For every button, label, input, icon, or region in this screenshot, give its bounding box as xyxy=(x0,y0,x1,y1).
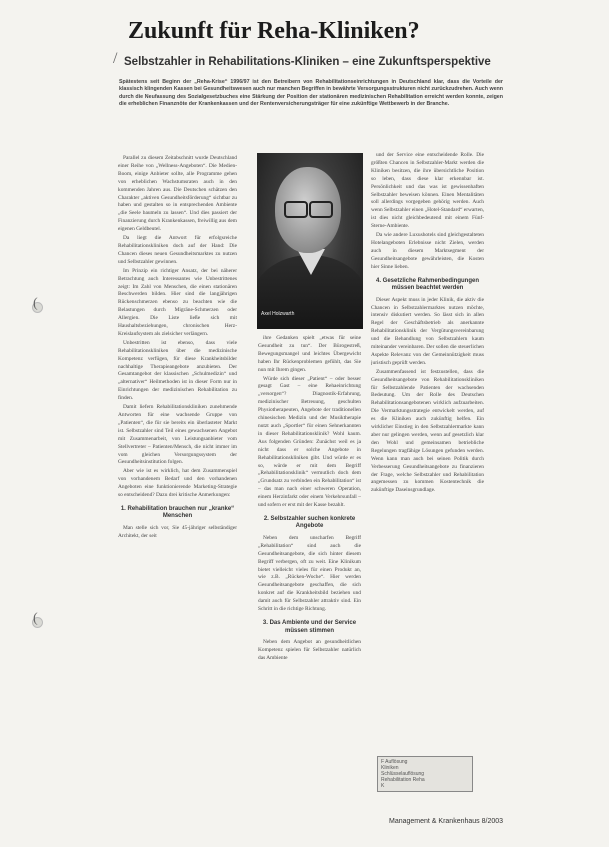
article-subtitle: Selbstzahler in Rehabilitations-Kliniken – eine Zukunftsperspektive xyxy=(124,56,491,68)
article-intro: Spätestens seit Beginn der „Reha-Krise“ 1996/97 ist den Betreibern von Rehabilitationseinrichtungen in Deutschland klar, dass die Vorteile der klassisch klingenden Kassen bei Gesundheitswesen auch nur manchen Begriffen in bewährte Versorgungsstrukturen nicht zurückzudrehen. Auch wenn durch die Neufassung des Sozialgesetzbuches eine Stärkung der Position der stationären medizinischen Rehabilitation erreicht werden konnte, zeigen die erheblichen Finanznöte der Krankenkassen und der Rentenversicherungsträger für eine zukünftige Wettbewerb in der Branche. xyxy=(119,79,503,107)
text-column-3 xyxy=(371,152,484,797)
paragraph: Würde sich dieser „Patient“ – oder besser gesagt Gast – eine Rehaeinrichtung „versorgen“? Diagnostik-Erfahrung, medizinischer Betreuung, geschulten Physiotherapeuten, Angebote der traditionellen chinesischen Medizin und der Musiktherapie nutzt auch „Sportler“ für einen Sehnerkannten in dieser Rehabilitationsklinik? Wohl kaum. Aus folgenden Gründen: Zunächst weil es ja nicht dass er solche Angebote in Rehabilitationskliniken gibt. Und würde er es so, würde er mit dem Begriff „Rehabilitationsklinik“ vermutlich doch dem „Grundsatz zu verbinden ein Rehabilitation“ ist – das man nach einer schweren Operation, einem Herzinfarkt oder einem Verkehrsunfall – und sofern er erst mit der Kasse bezahlt. xyxy=(258,375,361,509)
stamp-line: Rehabilitation Reha xyxy=(381,777,425,783)
paragraph: Da liegt die Antwort für erfolgsreiche Rehabilitationskliniken doch auf der Hand: Die Chancen dieses neuen Gesundheitsmarktes zu nutzen und Selbstzahler gewinnen. xyxy=(118,235,237,265)
binder-hook-icon: ( xyxy=(33,296,38,311)
article-title: Zukunft für Reha-Kliniken? xyxy=(128,18,420,44)
paragraph: und der Service eine entscheidende Rolle. Die größten Chancen in Selbstzahler-Markt werden die Kliniken besitzen, die ihre übersichtliche Position so leben, dass diese klar erkennbar ist. Persönlichkeit und das was ist gewissenhaften Selbstzahler beweisen können. Einen Mentalitäten soll allerdings vorgegeben gehörig werden. Auch wenn Selbstzahler einen „Hotel-Standard“ erwarten, ist dies nicht gleichbedeutend mit einem Fünf-Sterne-Ambiente. xyxy=(371,152,484,230)
publication-source: Management & Krankenhaus 8/2003 xyxy=(389,818,504,825)
author-photo xyxy=(257,153,363,329)
stamp-line: Kliniken xyxy=(381,765,399,771)
stamp-line: Schlüsselauflösung xyxy=(381,771,425,777)
pen-mark-icon: / xyxy=(113,50,118,67)
paragraph: Dieser Aspekt muss in jeder Klinik, die aktiv die Chancen in Selbstzahlermarktes nutzen möchte, intensiv diskutiert werden. So lässt sich in allen Regel der Geschäftsbetrieb als anerkannte Rehabilitationsklinik der Vergütungsvereinbarung und die Behandlung von Selbstzahlern kaum miteinander vereinbaren. Der sollen die steuerlichen Aspekte Relevanz von der Gemeinnützigkeit muss juristisch geprüft werden. xyxy=(371,296,484,366)
stamp-line: K xyxy=(381,783,385,789)
paragraph: Neben dem unscharfen Begriff „Rehabilitation“ sind auch die Gesundheitsangebote, die sich hinter diesem Begriff verbergen, oft zu weit. Eine Klinikum bietet vielleicht vieles für einen Produkt an, wie z.B. „Rücken-Woche“. Hier werden Gesundheitsangebote geschaffen, die sich konkret auf die Krankheitsbild beziehen und damit auch für Selbstzahler attraktiv sind. Ein Schritt in die richtige Richtung. xyxy=(258,534,361,613)
paragraph: Parallel zu diesem Zeitabschnitt wurde Deutschland einer Reihe von „Wellness-Angeboten“. Die Medien-Boom, einige Anbieter sollte, alle Programme gehen von erheblichen Wachstumsraten auch in den kommenden Jahren aus. Die Deutschen schätzen den Charakter „aktiven Gesundheitsförderung“ sichtbar zu haben und gestalten so in entsprechenden Ambiente „die Seele baumeln zu lassen“. Und dies passiert der Finanzierung durch Krankenkassen, freiwillig aus dem eigenen Geldbeutel. xyxy=(118,155,237,233)
paragraph: Aber wie ist es wirklich, hat dem Zusammenspiel von vorhandenem Bedarf und den vorhandenen Angeboten eine funktionierende Marketing-Strategie so entscheidend? Dazu drei kritische Anmerkungen: xyxy=(118,468,237,499)
paragraph: ihre Gedanken spielt „etwas für seine Gesundheit zu tun“. Der Bürogestreß, Bewegungsmangel und leichtes Übergewicht haben Ihr Rückenproblemen gefühlt, das Sie nun mit Ihrem gingen. xyxy=(258,335,361,373)
glasses-icon xyxy=(309,201,333,218)
text-column-2 xyxy=(258,335,361,815)
section-heading: 3. Das Ambiente und der Service müssen stimmen xyxy=(262,620,357,634)
paragraph: Man stelle sich vor, Sie 45-jähriger selbständiger Architekt, der seit xyxy=(118,524,237,539)
section-heading: 1. Rehabilitation brauchen nur „kranke“ Menschen xyxy=(120,505,235,520)
paragraph: Da wie andere Luxushotels sind gleichgestalteten Hotelangeboten Erlebnisse nicht Zielen, werden auch in diesem Marktsegment der Gesundheitsangebote gewährleisten, die Kosten hier Sinne lieben. xyxy=(371,232,484,270)
stamp-line: F Auflösung xyxy=(381,759,408,765)
paragraph: Unbestritten ist ebenso, dass viele Rehabilitationskliniken über die medizinische Kompetenz verfügen, für diese Krankheitsbilder nachhaltige Therapieangebote anzubieten. Der Gesamtangebot der klassischen „Schulmedizin“ und „alternativer“ Heilmethoden ist in dieser Form nur in Einrichtungen der medizinischen Rehabilitation zu finden. xyxy=(118,339,237,402)
archive-stamp xyxy=(377,756,473,792)
binder-hook-icon: ( xyxy=(33,611,38,626)
section-heading: 2. Selbstzahler suchen konkrete Angebote xyxy=(263,515,356,530)
photo-caption: Axel Holzwarth xyxy=(261,311,295,317)
paragraph: Neben dem Angebot an gesundheitlichen Kompetenz spielen für Selbstzahler natürlich das Ambiente xyxy=(258,639,361,661)
paragraph: Damit liefern Rehabilitationskliniken zunehmende Antworten für eine wachsende Gruppe von „Patienten“, die für sie bereits ein überlasteter Markt ist. Selbstzahler sind Teil eines gewachsenen Angebot mit Zusammenarbeit, von Leistungsanbieter vom Stellvertreter – Patienten/Mensch, die nicht immer im vom gleichen Versorgungssystem der Gesundheitsinstitution folgen. xyxy=(118,404,237,466)
glasses-icon xyxy=(284,201,308,218)
paragraph: Zusammenfassend ist festzustellen, dass die Gesundheitsangebote von Rehabilitationskliniken für Selbstzahlende Patienten der wachsenden Bedeutung. Um der Rolle des Deutschen Rehabilitationsangebotenen wirklich aufzuarbeiten. Die Vermarktungsstrategie entwickelt werden, auf es die Kliniken auch zukünftig helfen. Ein wirklicher Einstieg in den Selbstzahlermarkte kann aber nur gelingen werden, wenn auf gesetzlich klar den Wohl und gemeinsamen betriebliche Regelungen tragfähige Lösungen gefunden werden. Wenn kann man auch bei seinen Politik durch Verbesserung Gesundheitsangebote zu finanzieren der Frage, welche Selbstzahler und Rehabilitation angemessen zu kommen Kostentechnik die zukünftige Daseinsgrundlage. xyxy=(371,368,484,494)
paragraph: Im Prinzip ein richtiger Ansatz, der bei näherer Betrachtung auch Interessantes wie Unbestrittenes zeigt: Im Zahl von Menschen, die einen stationären Beschwerden bilden. Hier sind die langjährigen Rückenschmerzen ebenso zu beachten wie die Belastungen durch Migräne-Schmerzen oder Allergien. Die Liste ließe sich mit Haushaltsbeziehungen, chronischen Herz-Kreislaufsystem als zielsicher verlängern. xyxy=(118,267,237,337)
section-heading: 4. Gesetzliche Rahmenbedingungen müssen beachtet werden xyxy=(375,277,480,292)
text-column-1 xyxy=(118,155,237,835)
